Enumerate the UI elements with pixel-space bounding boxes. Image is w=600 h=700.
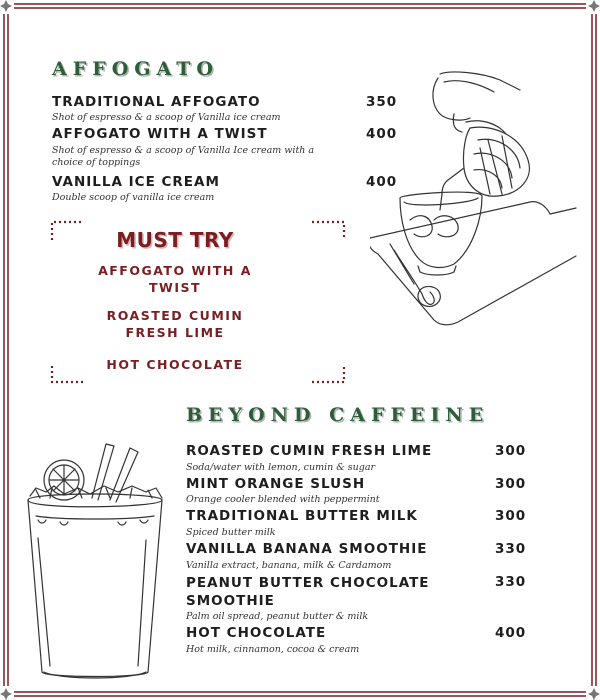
menu-item-name: AFFOGATO WITH A TWIST [52, 126, 268, 142]
menu-item-desc: Double scoop of vanilla ice cream [52, 192, 215, 203]
menu-item-price: 300 [495, 508, 527, 524]
iced-drink-illustration [20, 440, 170, 685]
menu-item-name: TRADITIONAL BUTTER MILK [186, 508, 418, 524]
menu-item-desc: Hot milk, cinnamon, cocoa & cream [186, 644, 360, 655]
menu-item-name: ROASTED CUMIN FRESH LIME [186, 443, 433, 459]
menu-item-price: 330 [495, 574, 527, 590]
menu-item-price: 330 [495, 541, 527, 557]
menu-item-price: 300 [495, 443, 527, 459]
menu-item-name: TRADITIONAL AFFOGATO [52, 94, 261, 110]
menu-item-desc: Soda/water with lemon, cumin & sugar [186, 462, 376, 473]
menu-item-name: VANILLA BANANA SMOOTHIE [186, 541, 428, 557]
menu-item-price: 400 [366, 174, 398, 190]
menu-item-name: PEANUT BUTTER CHOCOLATE SMOOTHIE [186, 575, 430, 609]
menu-item-desc: Spiced butter milk [186, 527, 276, 538]
menu-item-price: 350 [366, 94, 398, 110]
must-try-title: MUST TRY [116, 228, 234, 252]
must-try-item: ROASTED CUMIN FRESH LIME [106, 308, 244, 340]
menu-item-desc: Vanilla extract, banana, milk & Cardamom [186, 560, 392, 571]
menu-item-desc: Shot of espresso & a scoop of Vanilla ice cream [52, 112, 281, 123]
menu-item-desc: Palm oil spread, peanut butter & milk [186, 611, 369, 622]
section-title-beyond-caffeine: BEYOND CAFFEINE [186, 404, 490, 426]
must-try-item: AFFOGATO WITH A TWIST [98, 263, 252, 295]
menu-item-desc: Shot of espresso & a scoop of Vanilla Ice cream with a choice of toppings [52, 145, 315, 168]
menu-item-price: 400 [495, 625, 527, 641]
menu-item-name: MINT ORANGE SLUSH [186, 476, 366, 492]
must-try-item: HOT CHOCOLATE [106, 357, 244, 372]
affogato-illustration [370, 70, 580, 330]
menu-item-name: HOT CHOCOLATE [186, 625, 327, 641]
menu-item-price: 400 [366, 126, 398, 142]
menu-item-desc: Orange cooler blended with peppermint [186, 494, 380, 505]
menu-item-name: VANILLA ICE CREAM [52, 174, 220, 190]
section-title-affogato: AFFOGATO [52, 58, 219, 80]
menu-item-price: 300 [495, 476, 527, 492]
